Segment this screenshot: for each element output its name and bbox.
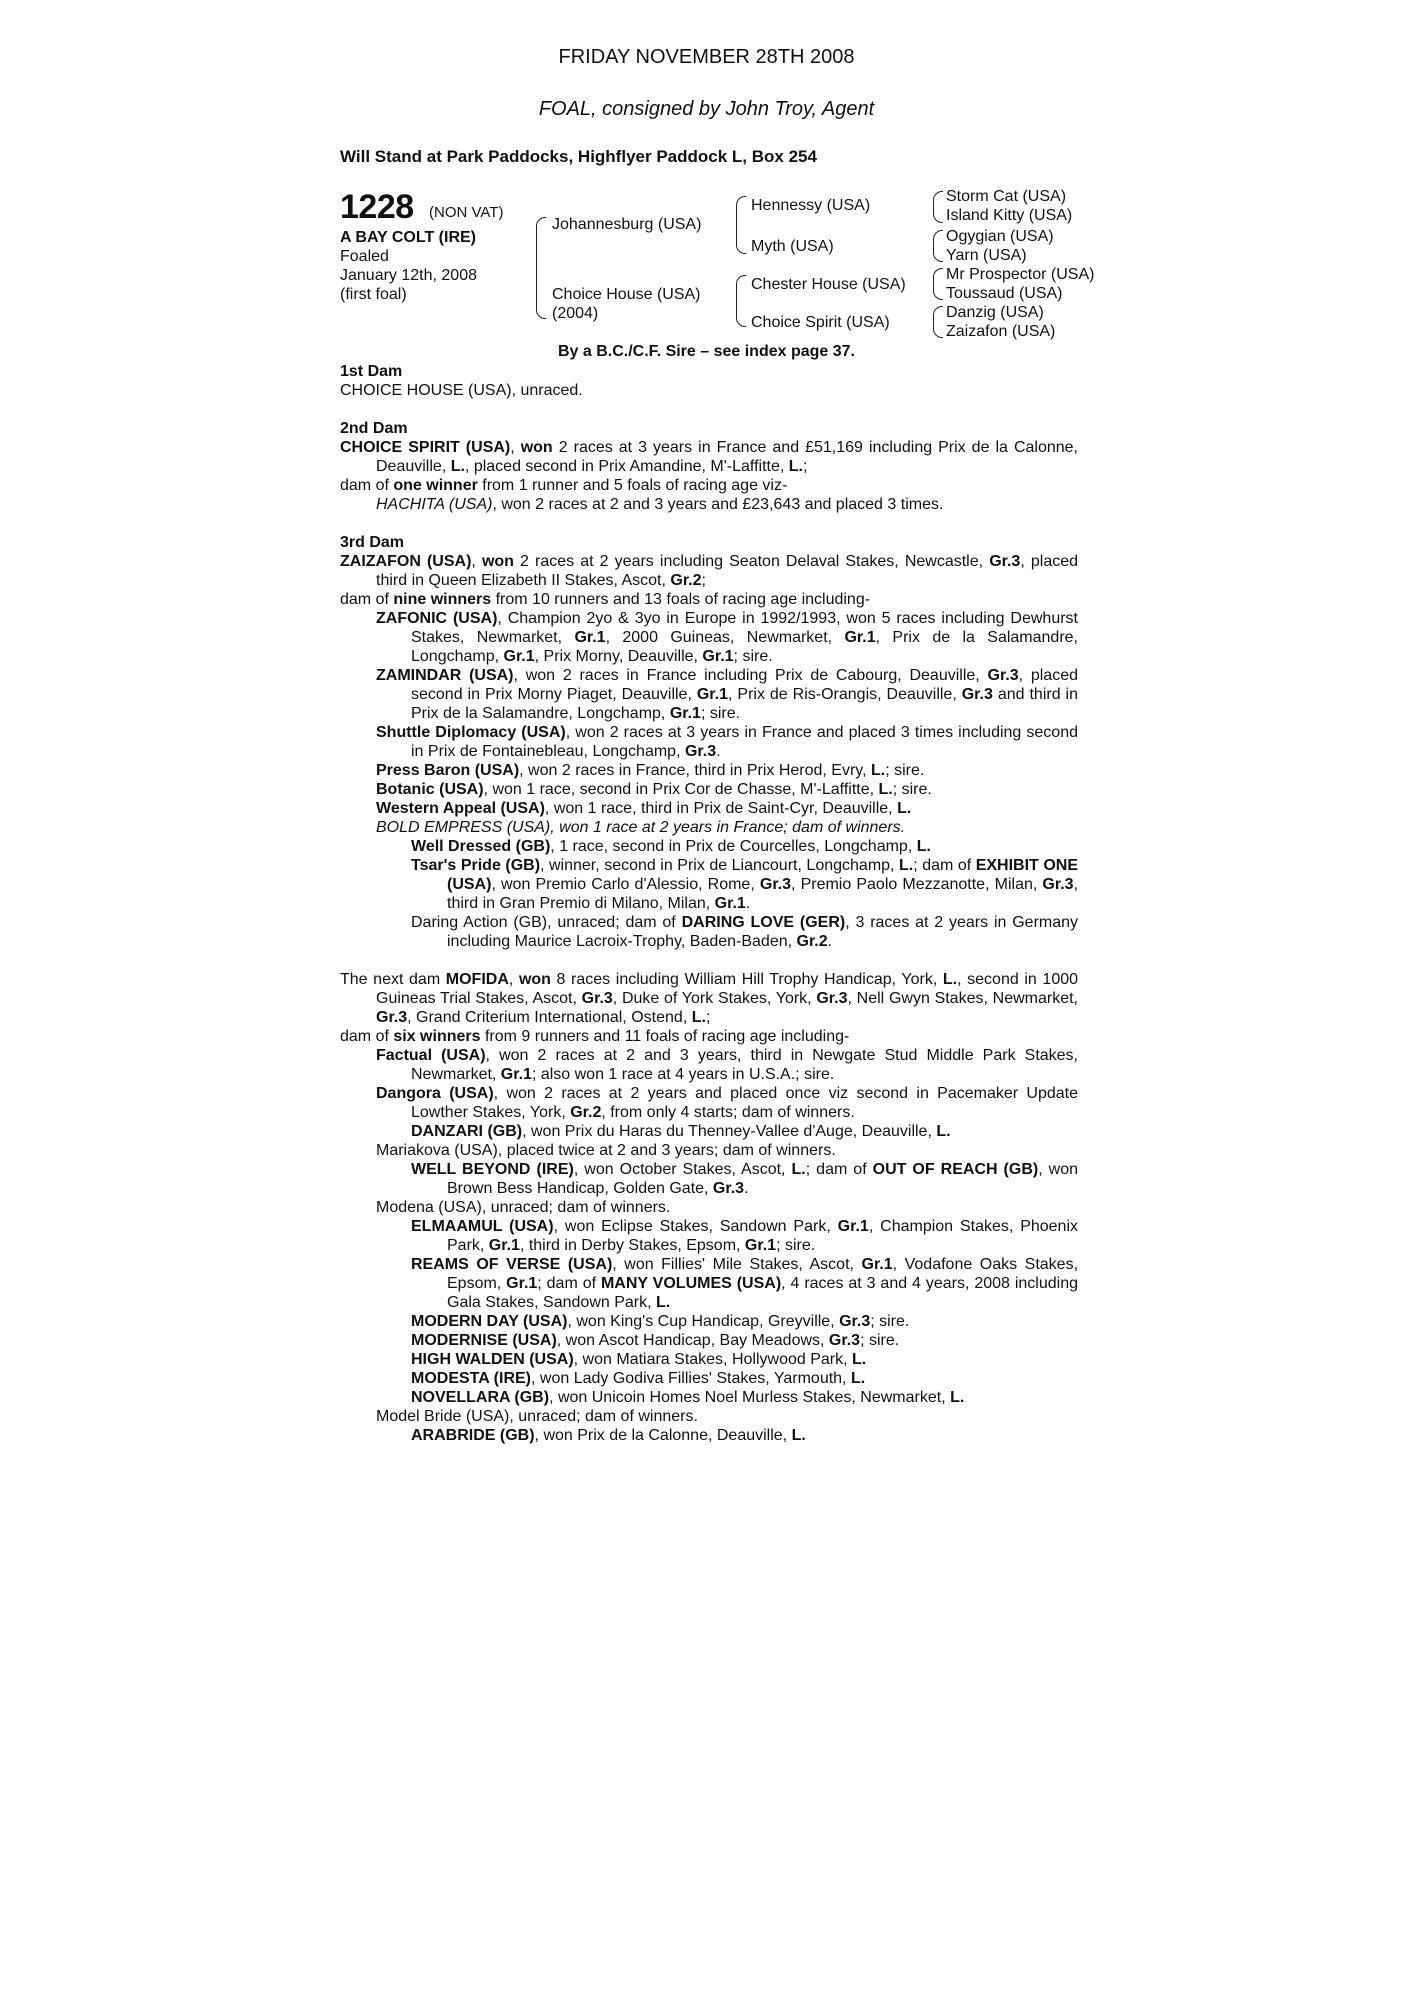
catalogue-entry: [340, 609, 1078, 666]
italic-text-run: BOLD EMPRESS (USA), won 1 race at 2 years in France; dam of winners.: [376, 819, 906, 836]
bold-text-run: ZAIZAFON (USA): [340, 553, 472, 570]
text-run: ; also won 1 race at 4 years in U.S.A.; sire.: [531, 1066, 835, 1083]
bold-text-run: Gr.3: [581, 990, 613, 1007]
text-run: ; sire.: [892, 781, 932, 798]
text-run: , Nell Gwyn Stakes, Newmarket,: [847, 990, 1079, 1007]
text-run: , 3 races at 2 years in Germany including Maurice Lacroix-Trophy, Baden-Baden,: [447, 914, 1079, 950]
great-grandparent: Danzig (USA): [946, 304, 1044, 321]
catalogue-entry: [340, 1122, 1078, 1141]
bold-text-run: Dangora (USA): [376, 1085, 494, 1102]
dam-year: (2004): [552, 305, 599, 322]
great-grandparent: Toussaud (USA): [946, 285, 1063, 302]
bold-text-run: ZAMINDAR (USA): [376, 667, 514, 684]
catalogue-entry: [340, 1312, 1078, 1331]
catalogue-entry: [340, 1046, 1078, 1084]
sale-date: FRIDAY NOVEMBER 28TH 2008: [558, 46, 855, 68]
text-run: ; sire.: [885, 762, 925, 779]
lot-description: A BAY COLT (IRE): [340, 229, 477, 246]
text-run: ; dam of: [805, 1161, 873, 1178]
bold-text-run: six winners: [393, 1028, 481, 1045]
pedigree-bracket: [736, 196, 746, 254]
catalogue-entry: [340, 1084, 1078, 1122]
catalogue-entry: [340, 1407, 1078, 1426]
bold-text-run: Gr.3: [759, 876, 792, 893]
bold-text-run: Gr.3: [1042, 876, 1074, 893]
text-run: ; dam of: [913, 857, 976, 874]
text-run: ,: [508, 971, 519, 988]
catalogue-entry: [340, 723, 1078, 761]
text-run: ,: [471, 553, 482, 570]
bold-text-run: MODESTA (IRE): [411, 1370, 531, 1387]
italic-text-run: HACHITA (USA): [376, 496, 493, 513]
great-grandparent: Ogygian (USA): [946, 228, 1054, 245]
bold-text-run: Gr.1: [696, 686, 728, 703]
text-run: , from only 4 starts; dam of winners.: [601, 1104, 855, 1121]
bold-text-run: Gr.1: [500, 1066, 532, 1083]
dam-sire: Chester House (USA): [751, 276, 906, 293]
bold-text-run: one winner: [393, 477, 478, 494]
bold-text-run: L.: [916, 838, 931, 855]
bold-text-run: EXHIBIT ONE (USA): [447, 857, 1079, 893]
text-run: , 1 race, second in Prix de Courcelles, Longchamp,: [550, 838, 917, 855]
bold-text-run: won: [520, 439, 553, 456]
foaled-date: January 12th, 2008: [340, 267, 477, 284]
bold-text-run: L.: [897, 800, 912, 817]
text-run: from 1 runner and 5 foals of racing age viz-: [477, 477, 788, 494]
bold-text-run: Gr.3: [987, 667, 1019, 684]
bold-text-run: Gr.1: [714, 895, 746, 912]
bold-text-run: L.: [936, 1123, 951, 1140]
foaled-label: Foaled: [340, 248, 389, 265]
text-run: from 10 runners and 13 foals of racing age including-: [491, 591, 871, 608]
text-run: .: [716, 743, 721, 760]
bold-text-run: Gr.3: [961, 686, 993, 703]
catalogue-entry: [340, 1350, 1078, 1369]
text-run: Daring Action (GB), unraced; dam of: [411, 914, 682, 931]
text-run: and third in Prix de la Salamandre, Longchamp,: [411, 686, 1079, 722]
bold-text-run: Gr.2: [570, 1104, 602, 1121]
bold-text-run: L.: [450, 458, 465, 475]
text-run: The next dam: [340, 971, 446, 988]
bold-text-run: Gr.3: [828, 1332, 861, 1349]
text-run: .: [745, 895, 751, 912]
vat-status: (NON VAT): [429, 204, 504, 221]
bold-text-run: ARABRIDE (GB): [411, 1427, 535, 1444]
bold-text-run: REAMS OF VERSE (USA): [411, 1256, 613, 1273]
text-run: , Premio Paolo Mezzanotte, Milan,: [791, 876, 1043, 893]
text-run: ;: [701, 572, 706, 589]
catalogue-text: [340, 362, 1078, 1445]
consignment-line: FOAL, consigned by John Troy, Agent: [538, 98, 875, 120]
section-heading-first-dam: 1st Dam: [340, 363, 403, 380]
bold-text-run: WELL BEYOND (IRE): [411, 1161, 574, 1178]
bold-text-run: Gr.1: [574, 629, 606, 646]
bold-text-run: L.: [691, 1009, 706, 1026]
bold-text-run: Gr.3: [376, 1009, 408, 1026]
text-run: .: [744, 1180, 749, 1197]
bold-text-run: Gr.3: [816, 990, 848, 1007]
catalogue-entry: [340, 1027, 1078, 1046]
text-run: , won Brown Bess Handicap, Golden Gate,: [447, 1161, 1079, 1197]
bold-text-run: Gr.3: [989, 553, 1021, 570]
text-run: , won 1 race, third in Prix de Saint-Cyr, Deauville,: [544, 800, 898, 817]
text-run: ; sire.: [733, 648, 773, 665]
catalogue-entry: [340, 476, 1078, 495]
dam: Choice House (USA): [552, 286, 701, 303]
text-run: from 9 runners and 11 foals of racing age including-: [480, 1028, 850, 1045]
catalogue-entry: [340, 552, 1078, 590]
bold-text-run: Gr.1: [702, 648, 734, 665]
text-run: , won 2 races at 2 and 3 years, third in Newgate Stud Middle Park Stakes, Newmarket,: [411, 1047, 1079, 1083]
text-run: ; sire.: [860, 1332, 900, 1349]
catalogue-entry: [340, 913, 1078, 951]
bold-text-run: Well Dressed (GB): [411, 838, 551, 855]
catalogue-entry: [340, 780, 1078, 799]
sire: Johannesburg (USA): [552, 216, 702, 233]
bold-text-run: HIGH WALDEN (USA): [411, 1351, 574, 1368]
text-run: , Prix de Ris-Orangis, Deauville,: [728, 686, 962, 703]
paragraph-gap: [340, 951, 1078, 970]
text-run: , second in 1000 Guineas Trial Stakes, Ascot,: [376, 971, 1079, 1007]
text-run: ,: [510, 439, 521, 456]
text-run: , won 2 races in France including Prix de Cabourg, Deauville,: [513, 667, 988, 684]
catalogue-entry: [340, 381, 1078, 400]
bold-text-run: won: [481, 553, 514, 570]
bold-text-run: CHOICE SPIRIT (USA): [340, 439, 511, 456]
bold-text-run: L.: [899, 857, 914, 874]
text-run: ;: [802, 458, 808, 475]
catalogue-entry: [340, 1331, 1078, 1350]
catalogue-entry: [340, 1388, 1078, 1407]
bold-text-run: L.: [788, 458, 803, 475]
stand-location: Will Stand at Park Paddocks, Highflyer Paddock L, Box 254: [340, 147, 817, 166]
bold-text-run: Gr.3: [712, 1180, 745, 1197]
sire-sire: Hennessy (USA): [751, 197, 871, 214]
text-run: 8 races including William Hill Trophy Handicap, York,: [550, 971, 943, 988]
text-run: ; sire.: [870, 1313, 910, 1330]
section-heading: 2nd Dam: [340, 420, 408, 437]
text-run: , won 2 races at 2 and 3 years and £23,643 and placed 3 times.: [492, 496, 944, 513]
text-run: , Grand Criterium International, Ostend,: [407, 1009, 692, 1026]
catalogue-entry: [340, 1141, 1078, 1160]
great-grandparent: Mr Prospector (USA): [946, 266, 1095, 283]
pedigree-bracket: [933, 268, 943, 300]
text-run: , placed second in Prix Amandine, M'-Laffitte,: [464, 458, 789, 475]
text-run: , won 1 race, second in Prix Cor de Chasse, M'-Laffitte,: [483, 781, 879, 798]
bold-text-run: L.: [878, 781, 893, 798]
bold-text-run: Gr.1: [506, 1275, 538, 1292]
text-run: ;: [705, 1009, 711, 1026]
bold-text-run: Gr.1: [844, 629, 876, 646]
catalogue-entry: [340, 818, 1078, 837]
bold-text-run: L.: [950, 1389, 965, 1406]
bold-text-run: ELMAAMUL (USA): [411, 1218, 554, 1235]
bold-text-run: Western Appeal (USA): [376, 800, 545, 817]
text-run: , won Lady Godiva Fillies' Stakes, Yarmouth,: [531, 1370, 851, 1387]
text-run: dam of: [340, 477, 394, 494]
text-run: Modena (USA), unraced; dam of winners.: [376, 1199, 671, 1216]
catalogue-entry: [340, 1369, 1078, 1388]
catalogue-entry: [340, 837, 1078, 856]
pedigree-bracket: [536, 217, 546, 319]
bold-text-run: MANY VOLUMES (USA): [600, 1275, 782, 1292]
bold-text-run: L.: [942, 971, 958, 988]
text-run: Model Bride (USA), unraced; dam of winners.: [376, 1408, 698, 1425]
bold-text-run: Factual (USA): [376, 1047, 486, 1064]
text-run: ; sire.: [700, 705, 741, 722]
bold-text-run: Gr.1: [669, 705, 701, 722]
dam-dam: Choice Spirit (USA): [751, 314, 890, 331]
bold-text-run: nine winners: [393, 591, 492, 608]
text-run: , placed second in Prix Morny Piaget, Deauville,: [411, 667, 1078, 703]
text-run: , Champion Stakes, Phoenix Park,: [447, 1218, 1079, 1254]
catalogue-entry: [340, 1426, 1078, 1445]
text-run: .: [827, 933, 833, 950]
sire-index-note: By a B.C./C.F. Sire – see index page 37.: [557, 343, 855, 360]
bold-text-run: Gr.1: [861, 1256, 893, 1273]
bold-text-run: ZAFONIC (USA): [376, 610, 498, 627]
bold-text-run: L.: [791, 1161, 806, 1178]
bold-text-run: Gr.3: [684, 743, 717, 760]
text-run: , third in Gran Premio di Milano, Milan,: [447, 876, 1079, 912]
catalogue-entry: [340, 1217, 1078, 1255]
text-run: ; sire.: [776, 1237, 816, 1254]
text-run: , Vodafone Oaks Stakes, Epsom,: [447, 1256, 1079, 1292]
bold-text-run: Gr.2: [796, 933, 828, 950]
bold-text-run: NOVELLARA (GB): [411, 1389, 550, 1406]
text-run: , placed third in Queen Elizabeth II Stakes, Ascot,: [376, 553, 1079, 589]
great-grandparent: Storm Cat (USA): [946, 188, 1067, 205]
text-run: , won 2 races in France, third in Prix Herod, Evry,: [519, 762, 871, 779]
great-grandparent: Yarn (USA): [946, 247, 1027, 264]
text-run: , won Eclipse Stakes, Sandown Park,: [553, 1218, 838, 1235]
text-run: , won October Stakes, Ascot,: [573, 1161, 792, 1178]
text-run: , Champion 2yo & 3yo in Europe in 1992/1993, won 5 races including Dewhurst Stakes, Newmarket,: [411, 610, 1078, 646]
bold-text-run: MODERN DAY (USA): [411, 1313, 568, 1330]
text-run: , won Unicoin Homes Noel Murless Stakes, Newmarket,: [549, 1389, 951, 1406]
catalogue-entry: [340, 799, 1078, 818]
text-run: , Duke of York Stakes, York,: [612, 990, 817, 1007]
first-foal-note: (first foal): [340, 286, 407, 303]
bold-text-run: L.: [850, 1370, 866, 1387]
catalogue-entry: [340, 590, 1078, 609]
bold-text-run: Shuttle Diplomacy (USA): [376, 724, 566, 741]
text-run: , won 2 races at 3 years in France and placed 3 times including second in Prix de Fontainebleau, Longchamp,: [411, 724, 1078, 760]
catalogue-entry: [340, 495, 1078, 514]
text-run: , won 2 races at 2 years and placed once viz second in Pacemaker Update Lowther Stakes, York,: [411, 1085, 1079, 1121]
catalogue-entry: [340, 761, 1078, 780]
text-run: , won Premio Carlo d'Alessio, Rome,: [491, 876, 760, 893]
bold-text-run: L.: [791, 1427, 806, 1444]
catalogue-entry: [340, 1160, 1078, 1198]
text-run: dam of: [340, 591, 394, 608]
bold-text-run: Gr.1: [837, 1218, 869, 1235]
pedigree-bracket: [933, 191, 943, 223]
bold-text-run: Botanic (USA): [376, 781, 484, 798]
bold-text-run: DARING LOVE (GER): [681, 914, 846, 931]
bold-text-run: Press Baron (USA): [376, 762, 520, 779]
bold-text-run: L.: [870, 762, 886, 779]
catalogue-entry: [340, 666, 1078, 723]
text-run: , won Matiara Stakes, Hollywood Park,: [573, 1351, 852, 1368]
catalogue-entry: [340, 1198, 1078, 1217]
text-run: , won Prix de la Calonne, Deauville,: [534, 1427, 792, 1444]
bold-text-run: Gr.2: [670, 572, 702, 589]
text-run: , won Fillies' Mile Stakes, Ascot,: [612, 1256, 862, 1273]
bold-text-run: Gr.1: [744, 1237, 777, 1254]
text-run: , won Prix du Haras du Thenney-Vallee d'Auge, Deauville,: [522, 1123, 937, 1140]
bold-text-run: MOFIDA: [445, 971, 509, 988]
bold-text-run: Gr.1: [503, 648, 535, 665]
bold-text-run: Gr.3: [839, 1313, 871, 1330]
section-heading: 3rd Dam: [340, 534, 405, 551]
text-run: , Prix Morny, Deauville,: [534, 648, 703, 665]
sire-dam: Myth (USA): [751, 238, 834, 255]
text-run: , won King's Cup Handicap, Greyville,: [567, 1313, 840, 1330]
text-run: , 2000 Guineas, Newmarket,: [605, 629, 845, 646]
bold-text-run: DANZARI (GB): [411, 1123, 523, 1140]
catalogue-entry: [340, 1255, 1078, 1312]
catalogue-body: [340, 381, 1078, 1445]
bold-text-run: won: [518, 971, 551, 988]
great-grandparent: Island Kitty (USA): [946, 207, 1073, 224]
pedigree-bracket: [736, 275, 746, 327]
catalogue-entry: [340, 856, 1078, 913]
catalogue-entry: [340, 970, 1078, 1027]
text-run: , Prix de la Salamandre, Longchamp,: [411, 629, 1078, 665]
text-run: , third in Derby Stakes, Epsom,: [519, 1237, 745, 1254]
text-run: , won Ascot Handicap, Bay Meadows,: [556, 1332, 829, 1349]
pedigree-bracket: [933, 230, 943, 262]
great-grandparent: Zaizafon (USA): [946, 323, 1056, 340]
text-run: , winner, second in Prix de Liancourt, Longchamp,: [540, 857, 900, 874]
bold-text-run: L.: [852, 1351, 867, 1368]
text-run: 2 races at 2 years including Seaton Delaval Stakes, Newcastle,: [513, 553, 990, 570]
paragraph-gap: [340, 514, 1078, 533]
bold-text-run: OUT OF REACH (GB): [872, 1161, 1039, 1178]
lot-number: 1228: [340, 188, 414, 226]
catalogue-entry: [340, 438, 1078, 476]
bold-text-run: MODERNISE (USA): [411, 1332, 557, 1349]
bold-text-run: Tsar's Pride (GB): [411, 857, 541, 874]
text-run: , 4 races at 3 and 4 years, 2008 including Gala Stakes, Sandown Park,: [447, 1275, 1078, 1311]
bold-text-run: L.: [656, 1294, 671, 1311]
text-run: dam of: [340, 1028, 394, 1045]
text-run: Mariakova (USA), placed twice at 2 and 3 years; dam of winners.: [376, 1142, 836, 1159]
pedigree-bracket: [933, 306, 943, 338]
paragraph-gap: [340, 400, 1078, 419]
text-run: ; dam of: [537, 1275, 601, 1292]
text-run: 2 races at 3 years in France and £51,169 including Prix de la Calonne, Deauville,: [376, 439, 1078, 475]
bold-text-run: Gr.1: [488, 1237, 520, 1254]
text-run: CHOICE HOUSE (USA), unraced.: [340, 382, 583, 399]
